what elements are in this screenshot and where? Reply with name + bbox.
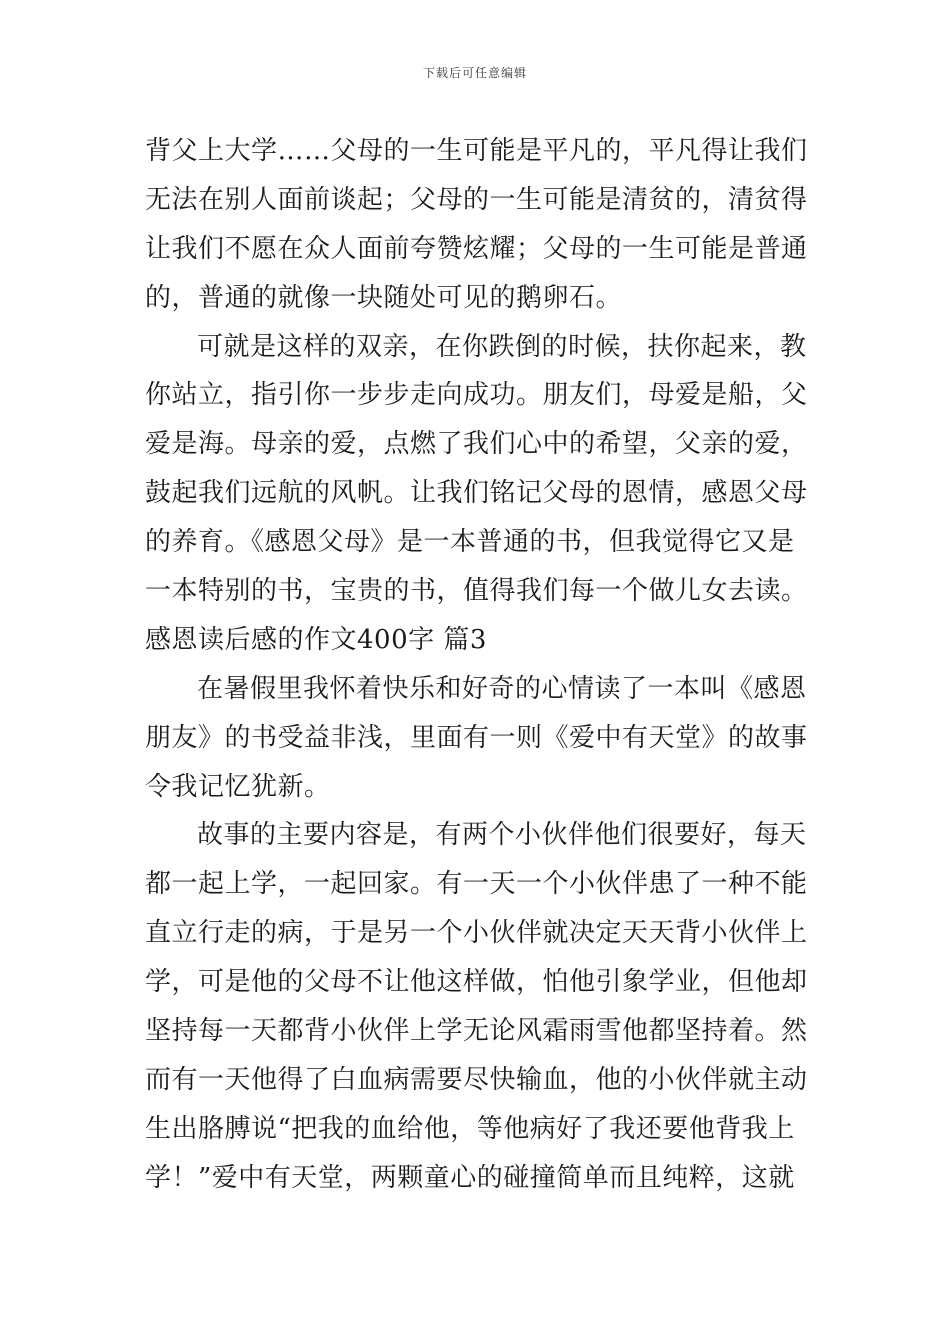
text-line: 直立行走的病，于是另一个小伙伴就决定天天背小伙伴上: [145, 918, 808, 949]
text-line: 令我记忆犹新。: [145, 771, 331, 802]
paragraph-start-line: 可就是这样的双亲，在你跌倒的时候，扶你起来，教: [197, 331, 807, 362]
text-line: 而有一天他得了白血病需要尽快输血，他的小伙伴就主动: [145, 1064, 808, 1095]
text-line: 一本特别的书，宝贵的书，值得我们每一个做儿女去读。: [145, 576, 808, 607]
text-line: 无法在别人面前谈起；父母的一生可能是清贫的，清贫得: [145, 184, 808, 215]
document-body: [145, 127, 810, 1203]
text-line: 都一起上学，一起回家。有一天一个小伙伴患了一种不能: [145, 869, 808, 900]
text-line: 背父上大学……父母的一生可能是平凡的，平凡得让我们: [145, 136, 808, 166]
text-line: 爱是海。母亲的爱，点燃了我们心中的希望，父亲的爱，: [145, 429, 808, 460]
text-line: 朋友》的书受益非浅，里面有一则《爱中有天堂》的故事: [145, 722, 808, 753]
text-line: 学，可是他的父母不让他这样做，怕他引象学业，但他却: [145, 967, 808, 998]
text-line: 的，普通的就像一块随处可见的鹅卵石。: [145, 282, 623, 313]
text-line: 学！”爱中有天堂，两颗童心的碰撞简单而且纯粹，这就: [145, 1162, 795, 1193]
text-line: 生出胳膊说“把我的血给他，等他病好了我还要他背我上: [145, 1113, 795, 1144]
text-line: 坚持每一天都背小伙伴上学无论风霜雨雪他都坚持着。然: [145, 1016, 808, 1047]
section-heading: 感恩读后感的作文400字 篇3: [145, 624, 487, 655]
paragraph-start-line: 在暑假里我怀着快乐和好奇的心情读了一本叫《感恩: [197, 673, 807, 704]
text-line: 鼓起我们远航的风帆。让我们铭记父母的恩情，感恩父母: [145, 478, 808, 509]
text-line: 的养育。《感恩父母》是一本普通的书，但我觉得它又是: [145, 527, 795, 558]
paragraph-start-line: 故事的主要内容是，有两个小伙伴他们很要好，每天: [197, 820, 807, 851]
page-header: 下载后可任意编辑: [422, 66, 527, 80]
text-line: 让我们不愿在众人面前夸赞炫耀；父母的一生可能是普通: [145, 233, 808, 264]
text-line: 你站立，指引你一步步走向成功。朋友们，母爱是船，父: [145, 380, 808, 411]
